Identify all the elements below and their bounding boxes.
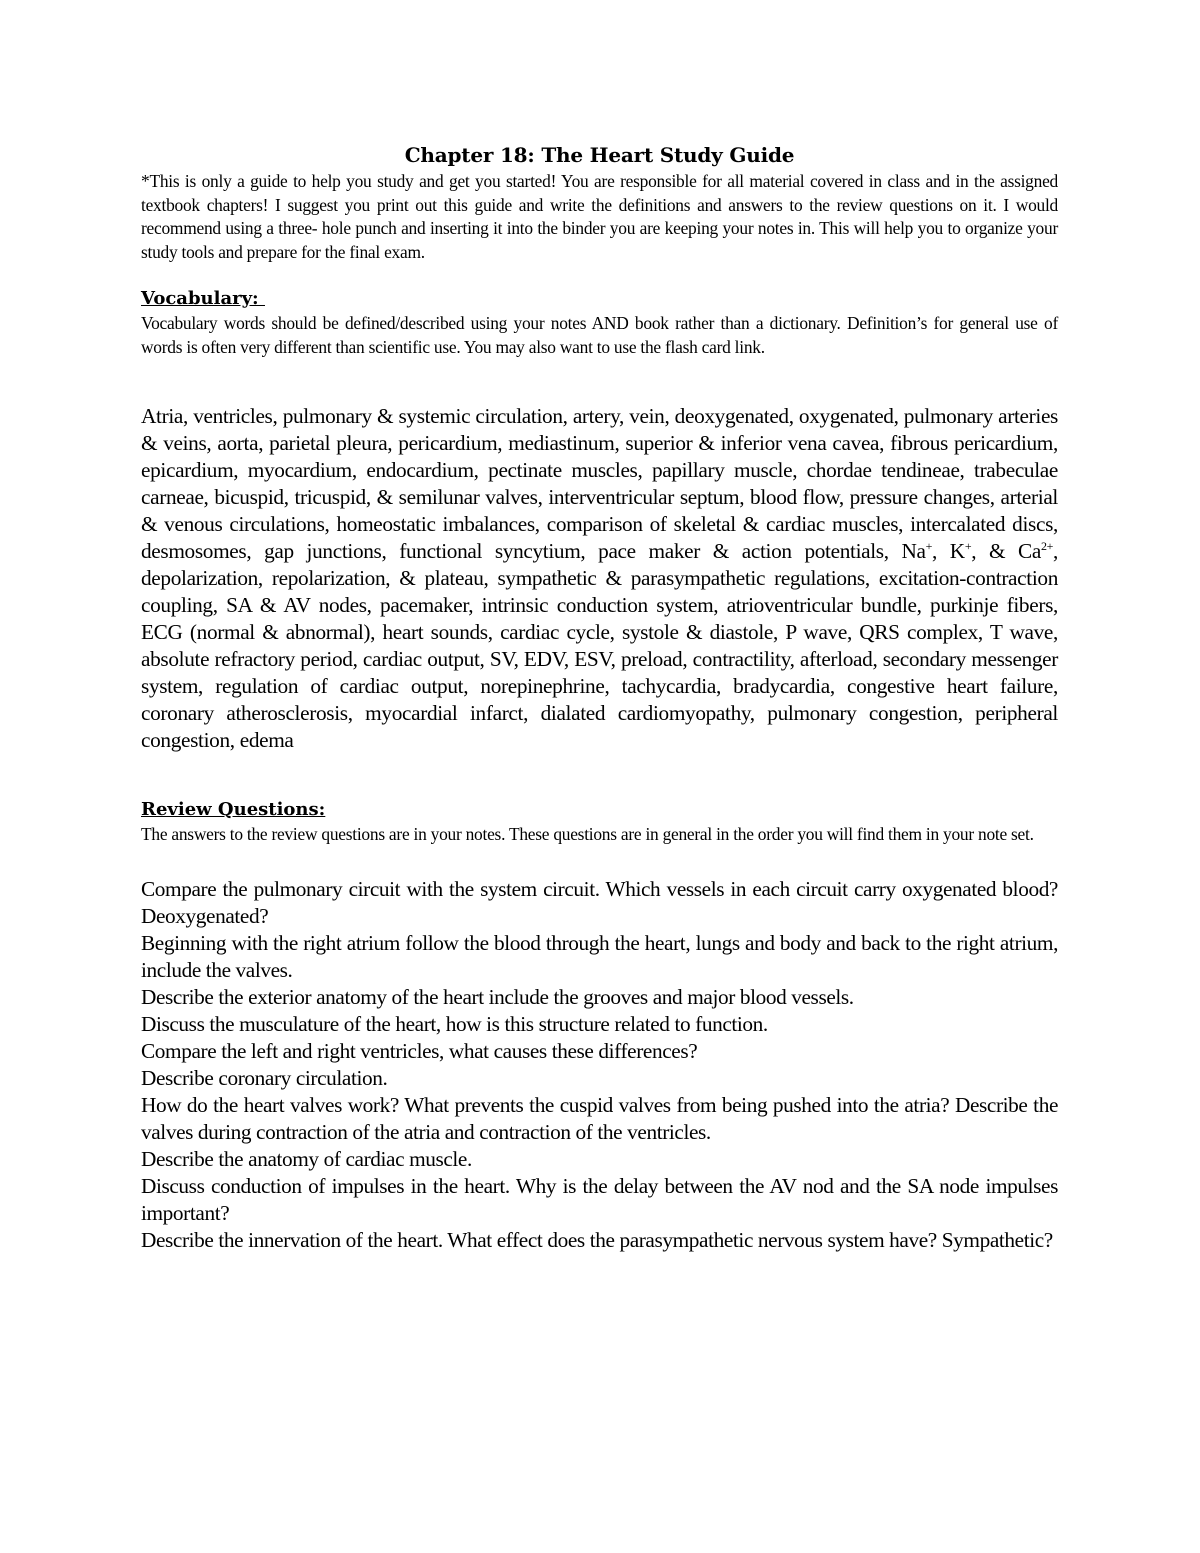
review-question: How do the heart valves work? What prevents the cuspid valves from being pushed into the atria? Describe the valves during contraction of the atria and contraction of the ventricles.: [141, 1093, 1058, 1144]
calcium-charge: 2+: [1040, 538, 1054, 553]
document-page: [141, 140, 1058, 1254]
review-question: Describe the exterior anatomy of the heart include the grooves and major blood vessels.: [141, 985, 854, 1009]
vocabulary-description: Vocabulary words should be defined/described using your notes AND book rather than a dictionary. Definition’s for general use of words is often very different than scientific use. You may also want to use the flash card link.: [141, 313, 1058, 357]
review-question: Describe the anatomy of cardiac muscle.: [141, 1147, 472, 1171]
intro-paragraph: *This is only a guide to help you study and get you started! You are responsible for all material covered in class and in the assigned textbook chapters! I suggest you print out this guide and write the definitions and answers to the review questions on it. I would recommend using a three- hole punch and inserting it into the binder you are keeping your notes in. This will help you to organize your study tools and prepare for the final exam.: [141, 171, 1058, 262]
page-title: Chapter 18: The Heart Study Guide: [404, 143, 795, 167]
review-question: Describe the innervation of the heart. What effect does the parasympathetic nervous system have? Sympathetic?: [141, 1228, 1053, 1252]
review-question: Discuss conduction of impulses in the heart. Why is the delay between the AV nod and the SA node impulses important?: [141, 1174, 1058, 1225]
vocabulary-terms-part4: , depolarization, repolarization, & plateau, sympathetic & parasympathetic regulations, excitation-contraction coupling, SA & AV nodes, pacemaker, intrinsic conduction system, atrioventricular bundle, purkinje fibers, ECG (normal & abnormal), heart sounds, cardiac cycle, systole & diastole, P wave, QRS complex, T wave, absolute refractory period, cardiac output, SV, EDV, ESV, preload, contractility, afterload, secondary messenger system, regulation of cardiac output, norepinephrine, tachycardia, bradycardia, congestive heart failure, coronary atherosclerosis, myocardial infarct, dialated cardiomyopathy, pulmonary congestion, peripheral congestion, edema: [141, 539, 1058, 752]
vocabulary-terms-part3: , & Ca: [971, 539, 1041, 563]
potassium-charge: +: [964, 538, 972, 553]
vocabulary-terms: [141, 403, 1058, 754]
review-description: The answers to the review questions are in your notes. These questions are in general in the order you will find them in your note set.: [141, 824, 1034, 844]
review-question: Describe coronary circulation.: [141, 1066, 388, 1090]
review-question: Compare the pulmonary circuit with the system circuit. Which vessels in each circuit carry oxygenated blood? Deoxygenated?: [141, 877, 1058, 928]
vocabulary-heading: Vocabulary:: [141, 288, 265, 309]
vocabulary-terms-part1: Atria, ventricles, pulmonary & systemic circulation, artery, vein, deoxygenated, oxygenated, pulmonary arteries & veins, aorta, parietal pleura, pericardium, mediastinum, superior & inferior vena cavea, fibrous pericardium, epicardium, myocardium, endocardium, pectinate muscles, papillary muscle, chordae tendineae, trabeculae carneae, bicuspid, tricuspid, & semilunar valves, interventricular septum, blood flow, pressure changes, arterial & venous circulations, homeostatic imbalances, comparison of skeletal & cardiac muscles, intercalated discs, desmosomes, gap junctions, functional syncytium, pace maker & action potentials, Na: [141, 404, 1058, 563]
review-question-list: [141, 876, 1058, 1254]
sodium-charge: +: [925, 538, 933, 553]
review-question: Discuss the musculature of the heart, how is this structure related to function.: [141, 1012, 768, 1036]
review-questions-heading: Review Questions:: [141, 799, 326, 820]
review-question: Beginning with the right atrium follow the blood through the heart, lungs and body and back to the right atrium, include the valves.: [141, 931, 1058, 982]
review-question: Compare the left and right ventricles, what causes these differences?: [141, 1039, 698, 1063]
vocabulary-terms-part2: , K: [932, 539, 965, 563]
